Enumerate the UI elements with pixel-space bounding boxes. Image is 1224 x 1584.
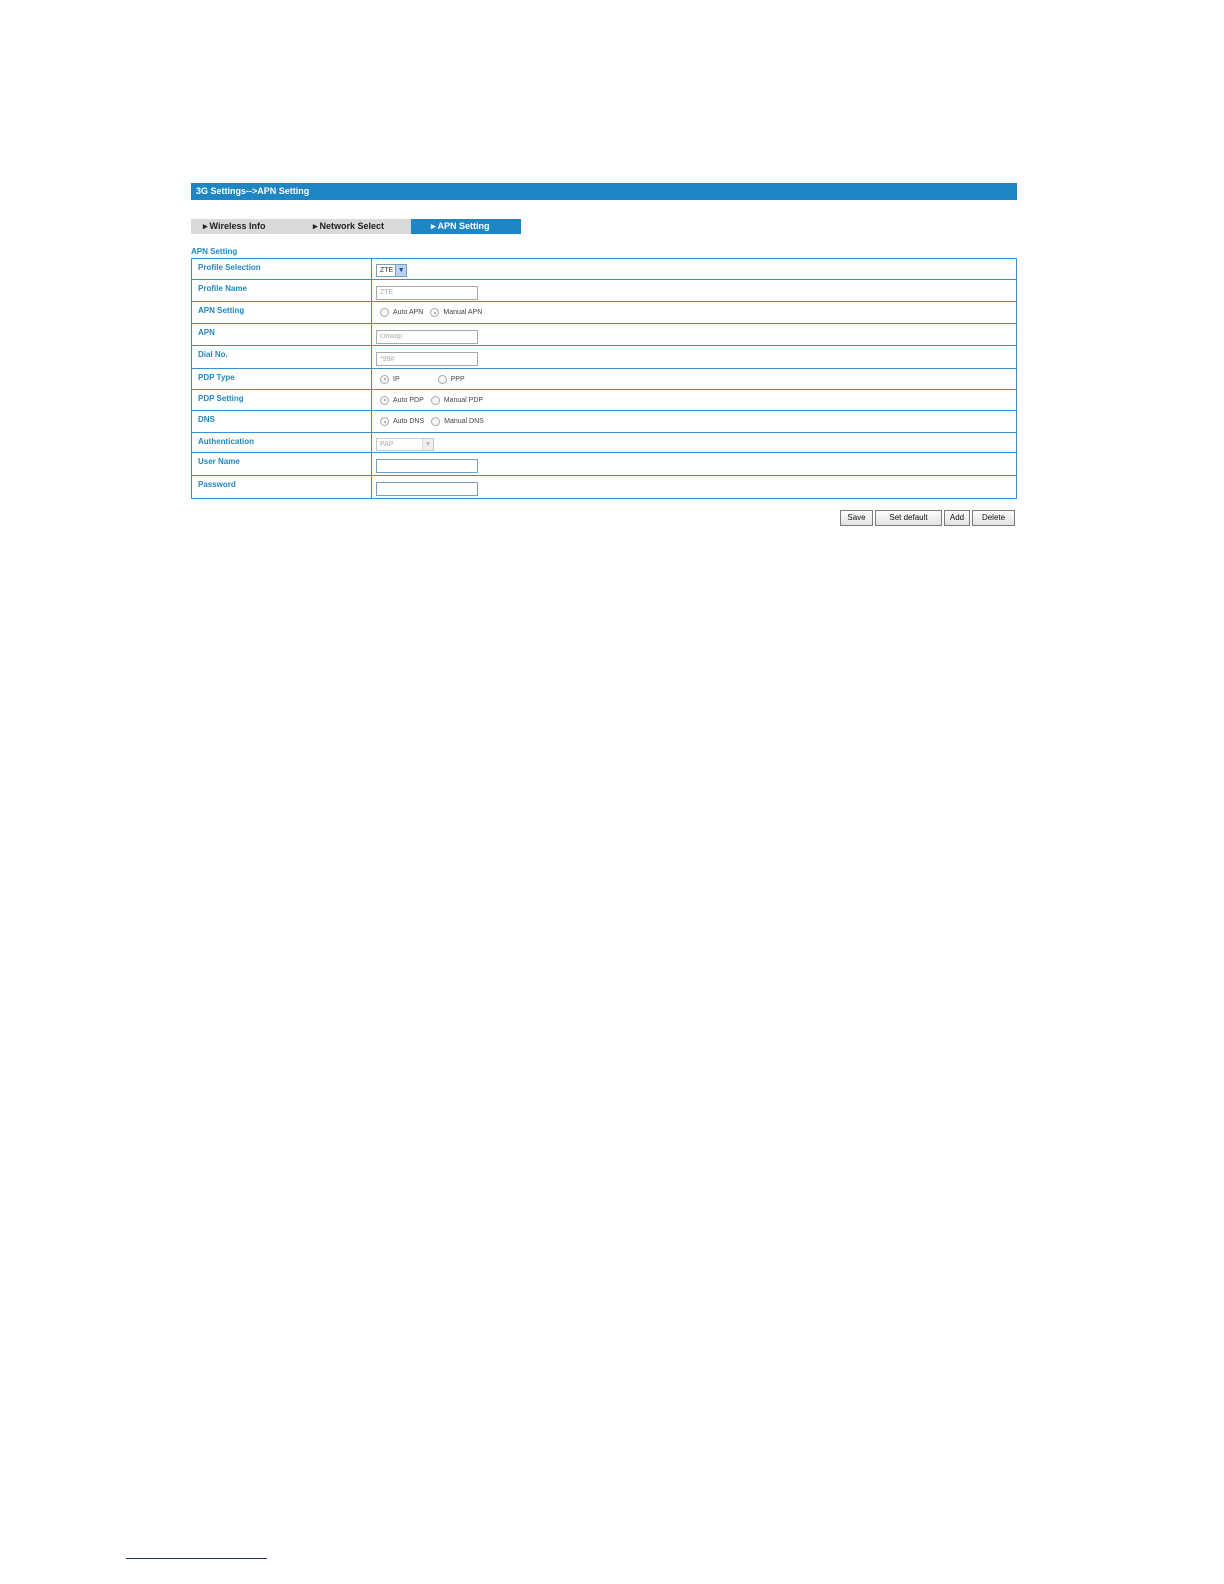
apn-setting-label: APN Setting (192, 302, 372, 324)
ppp-label: PPP (450, 375, 465, 383)
manual-apn-label: Manual APN (443, 309, 483, 316)
auto-pdp-label: Auto PDP (393, 396, 424, 404)
row-profile-selection (192, 259, 1017, 280)
profile-name-label: Profile Name (192, 280, 372, 302)
auto-apn-radio[interactable] (380, 308, 389, 317)
apn-input[interactable] (376, 330, 478, 344)
chevron-down-icon: ▼ (422, 439, 433, 450)
tab-apn-setting[interactable] (411, 219, 521, 234)
set-default-button[interactable]: Set default (875, 510, 942, 526)
profile-selection-value: ZTE (380, 267, 394, 274)
manual-pdp-radio[interactable] (431, 396, 440, 405)
dial-no-label: Dial No. (192, 346, 372, 369)
profile-name-input[interactable] (376, 286, 478, 300)
auto-apn-label: Auto APN (393, 309, 424, 316)
footnote-separator (126, 1558, 267, 1559)
breadcrumb: 3G Settings-->APN Setting (196, 186, 310, 196)
tab-marker-icon: ▸ (431, 221, 436, 231)
tab-bar (191, 219, 521, 234)
authentication-dropdown[interactable] (376, 438, 434, 451)
apn-settings-form (191, 258, 1017, 499)
manual-dns-label: Manual DNS (444, 418, 484, 425)
tab-label: APN Setting (437, 221, 490, 231)
section-title: APN Setting (191, 247, 238, 256)
ppp-radio[interactable] (438, 375, 447, 384)
tab-marker-icon: ▸ (313, 221, 318, 231)
manual-dns-radio[interactable] (431, 417, 440, 426)
pdp-type-label: PDP Type (192, 369, 372, 390)
row-dial-no (192, 346, 1017, 369)
tab-label: Network Select (319, 221, 385, 231)
row-apn-setting (192, 302, 1017, 324)
manual-pdp-label: Manual PDP (443, 396, 484, 404)
password-label: Password (192, 476, 372, 499)
dns-label: DNS (192, 411, 372, 433)
row-authentication (192, 433, 1017, 453)
ip-radio[interactable] (380, 375, 389, 384)
row-user-name (192, 453, 1017, 476)
ip-label: IP (393, 375, 400, 383)
apn-label: APN (192, 324, 372, 346)
manual-apn-radio[interactable] (430, 308, 439, 317)
tab-network-select[interactable] (301, 219, 411, 234)
row-profile-name (192, 280, 1017, 302)
password-input[interactable] (376, 482, 478, 496)
authentication-label: Authentication (192, 433, 372, 453)
tab-marker-icon: ▸ (203, 221, 208, 231)
auto-pdp-radio[interactable] (380, 396, 389, 405)
authentication-value: PAP (380, 440, 394, 448)
row-dns (192, 411, 1017, 433)
save-button[interactable]: Save (840, 510, 873, 526)
row-pdp-setting (192, 390, 1017, 411)
profile-selection-label: Profile Selection (192, 259, 372, 280)
profile-selection-dropdown[interactable] (376, 264, 407, 277)
delete-button[interactable]: Delete (972, 510, 1015, 526)
user-name-input[interactable] (376, 459, 478, 473)
auto-dns-radio[interactable] (380, 417, 389, 426)
add-button[interactable]: Add (944, 510, 970, 526)
tab-label: Wireless Info (209, 221, 266, 231)
action-buttons (840, 510, 1015, 526)
row-apn (192, 324, 1017, 346)
pdp-setting-label: PDP Setting (192, 390, 372, 411)
dial-no-input[interactable] (376, 352, 478, 366)
row-pdp-type (192, 369, 1017, 390)
auto-dns-label: Auto DNS (393, 418, 425, 425)
page-header-bar (191, 183, 1017, 200)
chevron-down-icon: ▼ (395, 265, 406, 276)
row-password (192, 476, 1017, 499)
tab-wireless-info[interactable] (191, 219, 301, 234)
user-name-label: User Name (192, 453, 372, 476)
